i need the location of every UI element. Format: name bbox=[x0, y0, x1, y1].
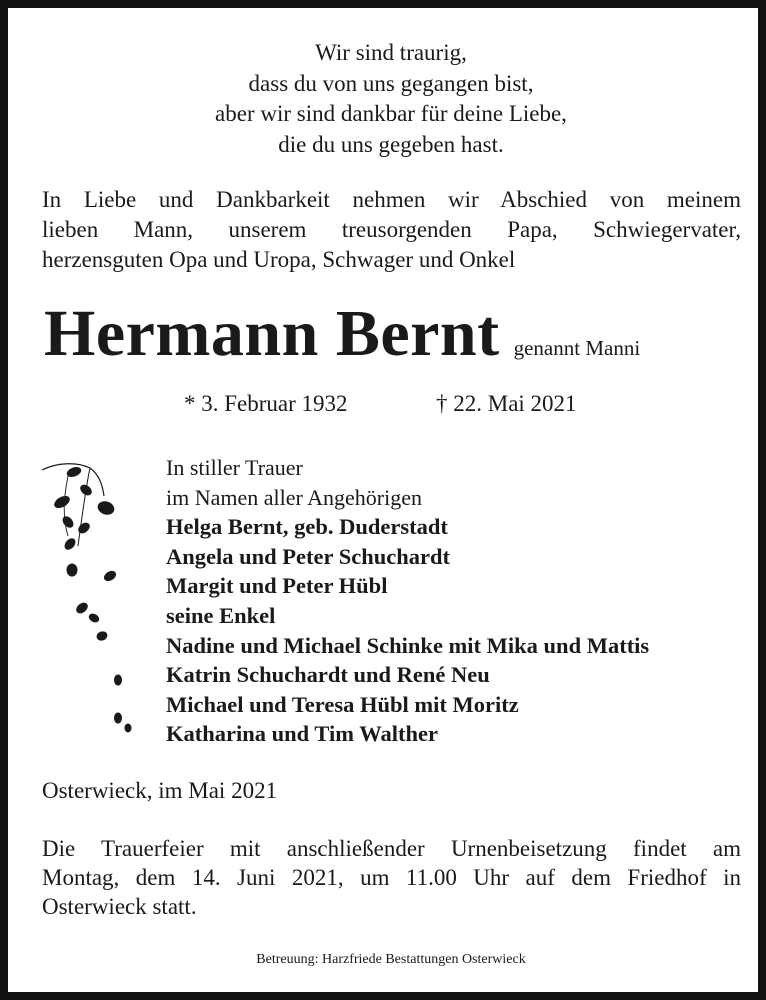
poem-line: Wir sind traurig, bbox=[315, 40, 467, 65]
leafy-branch-icon bbox=[38, 456, 134, 746]
poem-line: die du uns gegeben hast. bbox=[278, 131, 504, 157]
mourner-name: Michael und Teresa Hübl mit Moritz bbox=[166, 691, 519, 717]
mourning-line: In stiller Trauer bbox=[166, 455, 303, 480]
poem-line: aber wir sind dankbar für deine Liebe, bbox=[215, 101, 567, 126]
intro-line: In Liebe und Dankbarkeit nehmen wir Abschied von meinem bbox=[42, 187, 741, 212]
intro-paragraph bbox=[42, 185, 741, 275]
service-line: Osterwieck statt. bbox=[42, 894, 197, 919]
mourner-name: seine Enkel bbox=[166, 602, 276, 628]
death-date: † 22. Mai 2021 bbox=[436, 391, 577, 416]
mourner-name: Margit und Peter Hübl bbox=[166, 573, 388, 599]
intro-line: herzensguten Opa und Uropa, Schwager und Onkel bbox=[42, 247, 516, 272]
memorial-poem bbox=[8, 38, 766, 160]
place-date: Osterwieck, im Mai 2021 bbox=[42, 778, 278, 803]
intro-line: lieben Mann, unserem treusorgenden Papa, Schwiegervater, bbox=[42, 217, 741, 242]
mourners-block bbox=[166, 453, 649, 749]
mourner-name: Katharina und Tim Walther bbox=[166, 721, 438, 747]
service-line: Montag, dem 14. Juni 2021, um 11.00 Uhr auf dem Friedhof in bbox=[42, 865, 741, 890]
mourning-line: im Namen aller Angehörigen bbox=[166, 484, 422, 510]
service-paragraph bbox=[42, 834, 741, 921]
deceased-name: Hermann Bernt bbox=[44, 297, 500, 370]
mourner-name: Katrin Schuchardt und René Neu bbox=[166, 662, 490, 688]
mourner-name: Helga Bernt, geb. Duderstadt bbox=[166, 514, 448, 540]
birth-date: * 3. Februar 1932 bbox=[184, 391, 348, 416]
deceased-nickname: genannt Manni bbox=[513, 336, 641, 360]
service-line: Die Trauerfeier mit anschließender Urnenbeisetzung findet am bbox=[42, 836, 741, 861]
mourner-name: Angela und Peter Schuchardt bbox=[166, 543, 450, 569]
deceased-name-block bbox=[44, 294, 640, 374]
poem-line: dass du von uns gegangen bist, bbox=[248, 70, 534, 96]
undertaker-credit: Betreuung: Harzfriede Bestattungen Osterwieck bbox=[256, 952, 526, 967]
mourner-name: Nadine und Michael Schinke mit Mika und Mattis bbox=[166, 632, 650, 658]
